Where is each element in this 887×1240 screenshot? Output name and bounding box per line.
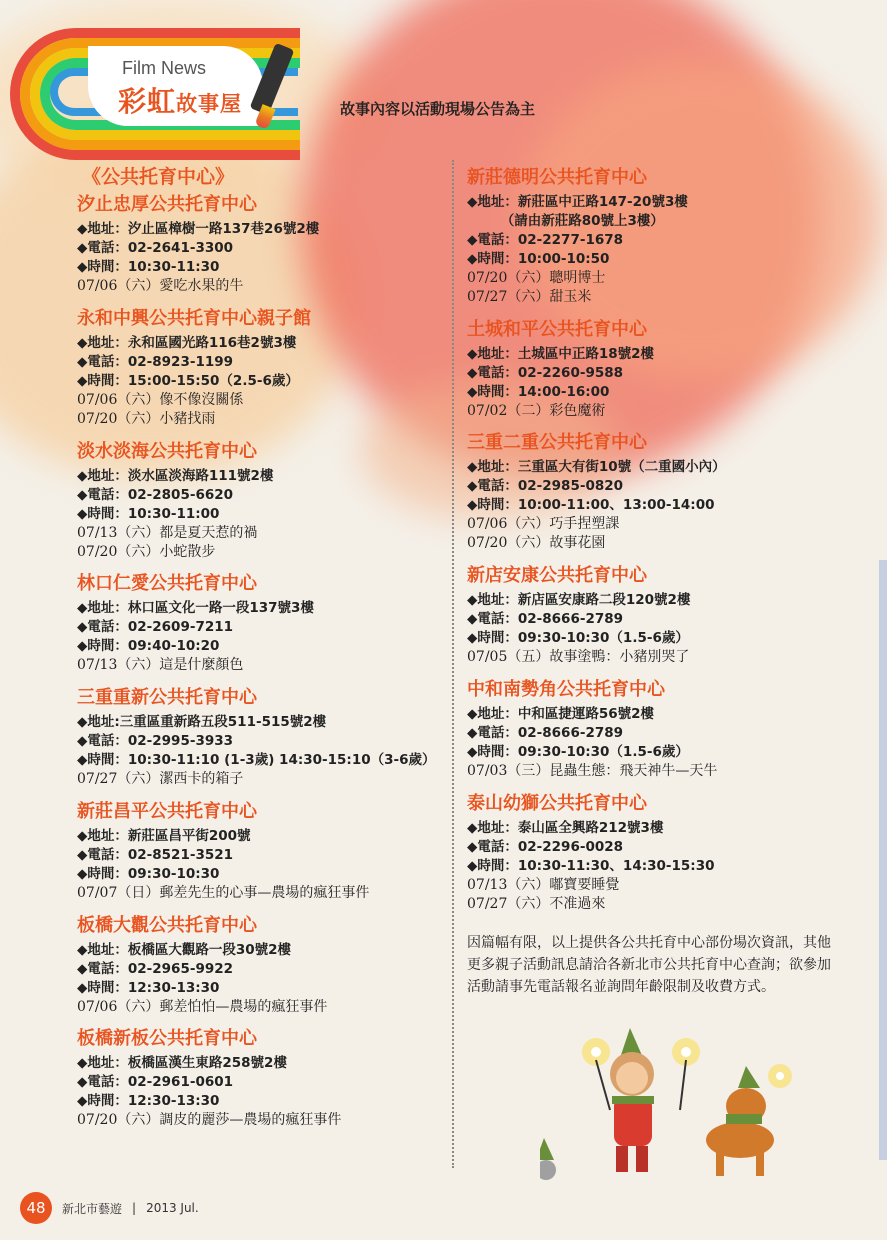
event-line: 07/05（五）故事塗鴨：小豬別哭了 (467, 649, 690, 665)
center-info-line: ◆地址：新店區安康路二段120號2樓 (467, 592, 691, 608)
center-info-line: ◆地址：淡水區淡海路111號2樓 (77, 468, 274, 484)
page-number: 48 (20, 1192, 52, 1224)
center-block (467, 428, 726, 553)
center-info-line: ◆時間：10:30-11:00 (77, 506, 220, 522)
center-info-line: ◆時間：12:30-13:30 (77, 980, 220, 996)
dog-figure (706, 1066, 774, 1176)
center-info-line: ◆時間：09:40-10:20 (77, 638, 220, 654)
event-line: 07/13（六）嘟寶要睡覺 (467, 877, 620, 893)
center-name: 泰山幼獅公共托育中心 (467, 793, 647, 814)
notice-text: 故事內容以活動現場公告為主 (340, 100, 536, 118)
event-line: 07/06（六）巧手捏塑課 (467, 516, 620, 532)
center-block (467, 163, 688, 307)
footnote: 因篇幅有限，以上提供各公共托育中心部份場次資訊，其他更多親子活動訊息請洽各新北市公共托育中心查詢；欲參加活動請事先電話報名並詢問年齡限制及收費方式。 (467, 935, 831, 995)
event-line: 07/20（六）小豬找雨 (77, 411, 216, 427)
center-info-line: ◆地址：土城區中正路18號2樓 (467, 346, 655, 362)
center-block (467, 675, 717, 781)
center-block (77, 683, 436, 789)
section-title: 《公共托育中心》 (82, 166, 235, 188)
event-line: 07/27（六）甜玉米 (467, 289, 592, 305)
center-info-line: ◆電話：02-2641-3300 (77, 240, 234, 256)
center-name: 三重二重公共托育中心 (467, 432, 647, 453)
center-info-line: ◆時間：09:30-10:30（1.5-6歲） (467, 744, 689, 760)
center-name: 淡水淡海公共托育中心 (77, 441, 257, 462)
center-info-line: ◆地址：板橋區漢生東路258號2樓 (77, 1055, 287, 1071)
event-line: 07/13（六）這是什麼顏色 (77, 657, 244, 673)
center-info-line: ◆時間：10:00-10:50 (467, 251, 610, 267)
event-line: 07/06（六）愛吃水果的牛 (77, 278, 244, 294)
center-name: 新店安康公共托育中心 (467, 565, 647, 586)
event-line: 07/07（日）郵差先生的心事—農場的瘋狂事件 (77, 885, 370, 901)
child-figure (610, 1028, 654, 1172)
film-news-label: Film News (122, 58, 206, 78)
event-line: 07/20（六）小蛇散步 (77, 544, 216, 560)
center-info-line: ◆電話：02-2985-0820 (467, 478, 624, 494)
sparkler-icon (768, 1064, 792, 1088)
event-line: 07/20（六）調皮的麗莎—農場的瘋狂事件 (77, 1112, 342, 1128)
center-info-line: ◆電話：02-2995-3933 (77, 733, 234, 749)
center-block (77, 304, 311, 429)
center-info-line: ◆電話：02-2277-1678 (467, 232, 624, 248)
center-info-line: ◆地址：三重區大有街10號（二重國小內） (467, 459, 726, 475)
event-line: 07/06（六）郵差怕怕—農場的瘋狂事件 (77, 999, 328, 1015)
center-name: 汐止忠厚公共托育中心 (77, 194, 257, 215)
center-info-line: ◆地址：新莊區中正路147-20號3樓 (467, 194, 688, 210)
center-block (467, 789, 714, 914)
event-line: 07/27（六）潔西卡的箱子 (77, 771, 244, 787)
event-line: 07/13（六）都是夏天惹的禍 (77, 525, 258, 541)
center-info-line: （請由新莊路80號上3樓） (467, 213, 664, 229)
center-info-line: ◆時間：10:00-11:00、13:00-14:00 (467, 497, 715, 513)
event-line: 07/03（三）昆蟲生態：飛天神牛—天牛 (467, 763, 718, 779)
center-info-line: ◆地址：汐止區樟樹一路137巷26號2樓 (77, 221, 320, 237)
center-name: 土城和平公共托育中心 (467, 319, 647, 340)
center-name: 永和中興公共托育中心親子館 (77, 308, 311, 329)
center-info-line: ◆電話：02-2260-9588 (467, 365, 624, 381)
event-line: 07/20（六）故事花園 (467, 535, 606, 551)
children-dog-illustration (540, 1010, 850, 1190)
event-line: 07/02（二）彩色魔術 (467, 403, 606, 419)
center-block (467, 315, 654, 421)
center-name: 新莊昌平公共托育中心 (77, 801, 257, 822)
page-footer (20, 1192, 199, 1224)
center-name: 板橋新板公共托育中心 (77, 1028, 257, 1049)
center-info-line: ◆時間：09:30-10:30 (77, 866, 220, 882)
center-info-line: ◆地址:三重區重新路五段511-515號2樓 (77, 714, 327, 730)
center-info-line: ◆電話：02-8923-1199 (77, 354, 234, 370)
issue-date: 2013 Jul. (146, 1201, 199, 1215)
center-info-line: ◆電話：02-2961-0601 (77, 1074, 234, 1090)
center-name: 林口仁愛公共托育中心 (77, 573, 257, 594)
magazine-name: 新北市藝遊 (62, 1201, 123, 1216)
center-name: 中和南勢角公共托育中心 (467, 679, 665, 700)
event-line: 07/20（六）聰明博士 (467, 270, 606, 286)
center-info-line: ◆時間：12:30-13:30 (77, 1093, 220, 1109)
small-figure (540, 1138, 556, 1180)
center-info-line: ◆時間：10:30-11:30 (77, 259, 220, 275)
center-info-line: ◆時間：14:00-16:00 (467, 384, 610, 400)
center-block (77, 190, 319, 296)
center-info-line: ◆時間：10:30-11:30、14:30-15:30 (467, 858, 715, 874)
center-info-line: ◆電話：02-8521-3521 (77, 847, 234, 863)
center-name: 板橋大觀公共托育中心 (77, 915, 257, 936)
event-line: 07/06（六）像不像沒關係 (77, 392, 244, 408)
center-info-line: ◆電話：02-2296-0028 (467, 839, 624, 855)
center-name: 新莊德明公共托育中心 (467, 167, 647, 188)
center-info-line: ◆時間：15:00-15:50（2.5-6歲） (77, 373, 299, 389)
column-title: 彩虹故事屋 (118, 85, 243, 118)
center-block (77, 1024, 341, 1130)
center-info-line: ◆電話：02-2805-6620 (77, 487, 234, 503)
center-info-line: ◆電話：02-2609-7211 (77, 619, 234, 635)
center-info-line: ◆地址：泰山區全興路212號3樓 (467, 820, 664, 836)
center-info-line: ◆地址：板橋區大觀路一段30號2樓 (77, 942, 292, 958)
footer-divider: | (132, 1201, 137, 1215)
column-divider (452, 160, 454, 1168)
center-info-line: ◆地址：林口區文化一路一段137號3樓 (77, 600, 314, 616)
center-name: 三重重新公共托育中心 (77, 687, 257, 708)
page-edge-tab (879, 560, 887, 1160)
center-block (77, 569, 314, 675)
center-info-line: ◆電話：02-2965-9922 (77, 961, 234, 977)
center-block (467, 561, 690, 667)
center-block (77, 911, 327, 1017)
center-info-line: ◆電話：02-8666-2789 (467, 611, 624, 627)
center-block (77, 437, 273, 562)
event-line: 07/27（六）不准過來 (467, 896, 606, 912)
center-info-line: ◆時間：09:30-10:30（1.5-6歲） (467, 630, 689, 646)
center-info-line: ◆時間：10:30-11:10 (1-3歲) 14:30-15:10（3-6歲） (77, 752, 436, 768)
center-info-line: ◆電話：02-8666-2789 (467, 725, 624, 741)
center-block (77, 797, 369, 903)
center-info-line: ◆地址：中和區捷運路56號2樓 (467, 706, 655, 722)
center-info-line: ◆地址：永和區國光路116巷2號3樓 (77, 335, 297, 351)
center-info-line: ◆地址：新莊區昌平街200號 (77, 828, 251, 844)
